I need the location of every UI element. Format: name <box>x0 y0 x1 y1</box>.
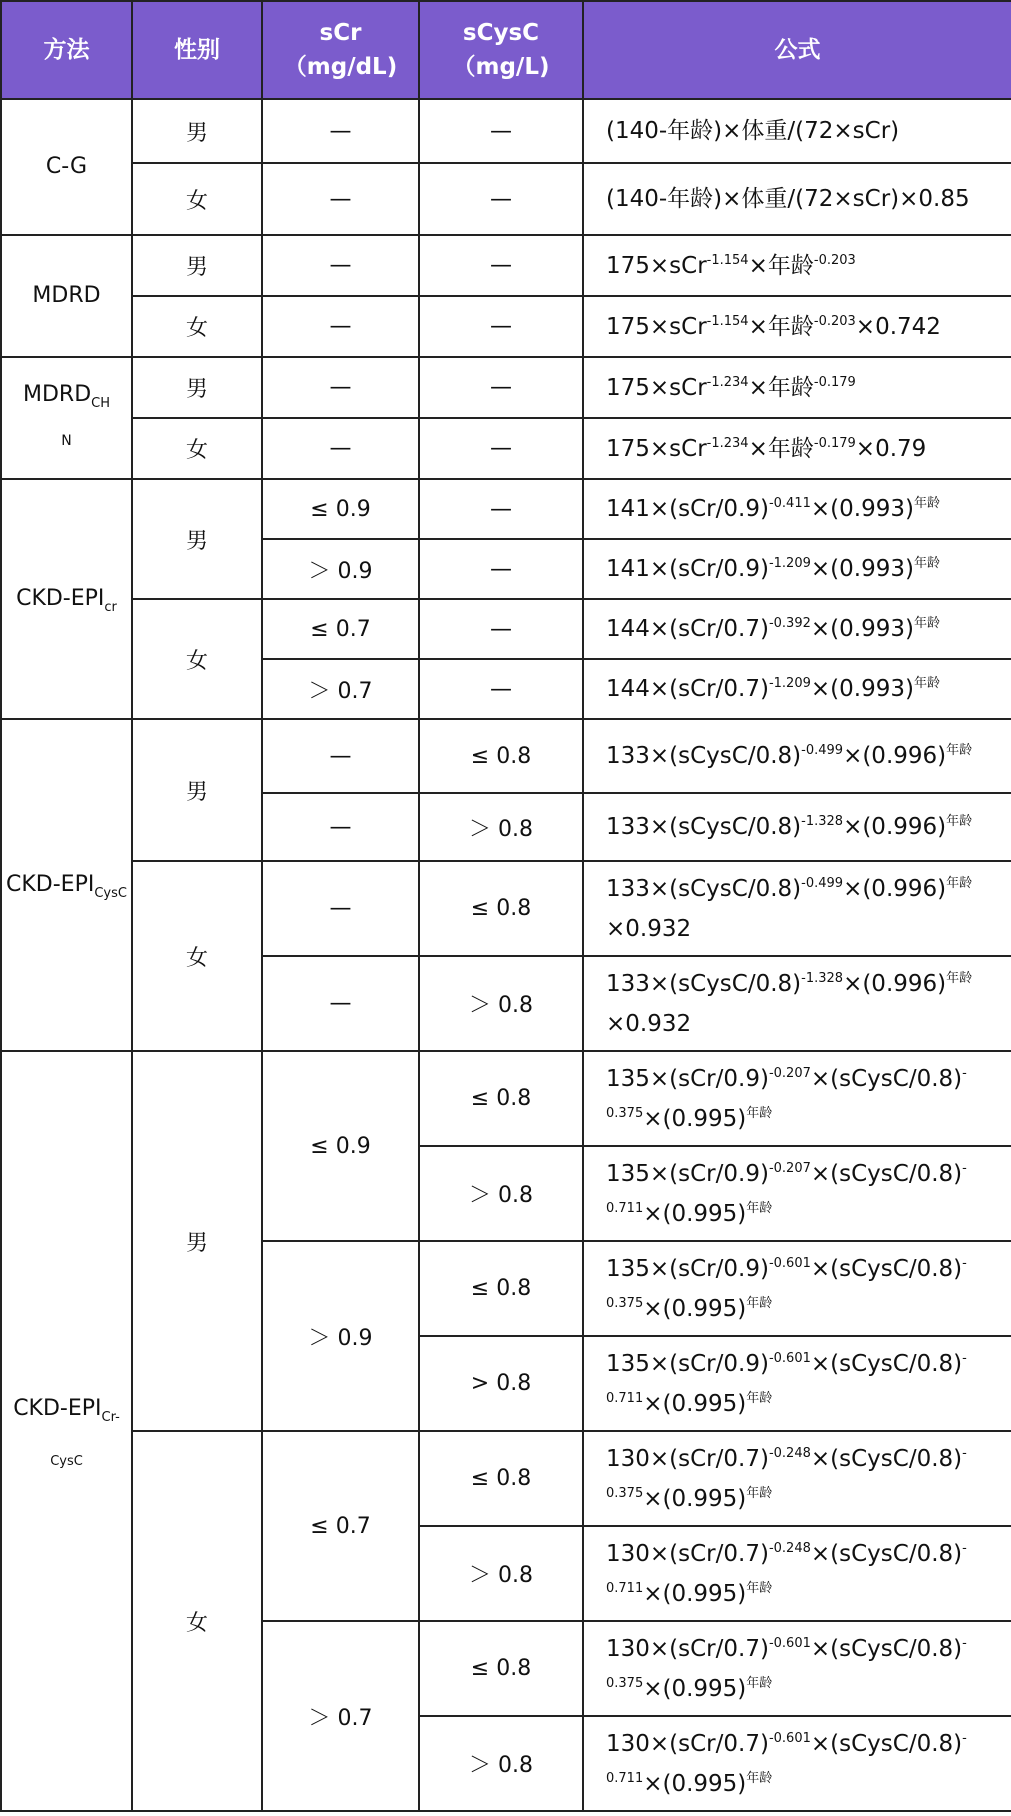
scr-cell: ＞ 0.9 <box>262 539 419 599</box>
table-row <box>1 163 1011 235</box>
method-cell-mdrd: MDRD <box>1 235 132 357</box>
method-cell-ckd-epi-cr: CKD-$EPI_{cr}$ <box>1 479 132 719</box>
scr-cell: ＞ 0.9 <box>262 1241 419 1431</box>
scysc-cell: ＞ 0.8 <box>419 956 583 1051</box>
method-cell-mdrdchn: $MDRD_{CH}$ N <box>1 357 132 479</box>
scysc-cell: ≤ 0.8 <box>419 719 583 793</box>
scysc-cell: — <box>419 296 583 357</box>
scysc-cell: ＞ 0.8 <box>419 1526 583 1621</box>
formula-cell: $135\times(sCr/0.9)^{-0.601}\times(sCysC/0.8)^-$ $^{0.375}\times(0.995)^{年龄}$ <box>583 1241 1011 1336</box>
scr-cell: ≤ 0.9 <box>262 479 419 539</box>
sex-cell: 女 <box>132 861 262 1051</box>
scr-cell: — <box>262 235 419 296</box>
formula-cell: $130\times(sCr/0.7)^{-0.248}\times(sCysC/0.8)^-$ $^{0.711}\times(0.995)^{年龄}$ <box>583 1526 1011 1621</box>
scysc-cell: ＞ 0.8 <box>419 793 583 861</box>
scr-cell: — <box>262 296 419 357</box>
table-row <box>1 296 1011 357</box>
scr-cell: — <box>262 793 419 861</box>
scysc-cell: ＞ 0.8 <box>419 1146 583 1241</box>
sex-cell: 女 <box>132 163 262 235</box>
formula-cell: $144\times(sCr/0.7)^{-1.209}\times(0.993)^{年龄}$ <box>583 659 1011 719</box>
scr-cell: ≤ 0.7 <box>262 599 419 659</box>
formula-cell: 175×sCr$^{-1.234}$×年龄$^{-0.179}$ <box>583 357 1011 418</box>
table-row <box>1 479 1011 539</box>
scr-cell: — <box>262 861 419 956</box>
table-row <box>1 99 1011 163</box>
scr-cell: ≤ 0.7 <box>262 1431 419 1621</box>
method-header: 方法 <box>1 1 132 99</box>
formula-cell: $133\times(sCysC/0.8)^{-1.328}\times(0.996)^{年龄}$ ×0.932 <box>583 956 1011 1051</box>
table-row <box>1 599 1011 659</box>
formula-cell: $141\times(sCr/0.9)^{-1.209}\times(0.993)^{年龄}$ <box>583 539 1011 599</box>
scysc-cell: — <box>419 539 583 599</box>
table-row <box>1 861 1011 956</box>
scysc-cell: ≤ 0.8 <box>419 1621 583 1716</box>
scysc-cell: ≤ 0.8 <box>419 1431 583 1526</box>
scr-cell: — <box>262 99 419 163</box>
table-row <box>1 235 1011 296</box>
formula-cell: 175×sCr$^{-1.234}$×年龄$^{-0.179}$×0.79 <box>583 418 1011 479</box>
formula-header: 公式 <box>583 1 1011 99</box>
scr-cell: ＞ 0.7 <box>262 1621 419 1811</box>
scr-header: sCr （mg/dL) <box>262 1 419 99</box>
scr-cell: — <box>262 163 419 235</box>
formula-cell: $135\times(sCr/0.9)^{-0.601}\times(sCysC/0.8)^-$ $^{0.711}\times(0.995)^{年龄}$ <box>583 1336 1011 1431</box>
scr-cell: — <box>262 418 419 479</box>
sex-cell: 女 <box>132 599 262 719</box>
table-row <box>1 1431 1011 1526</box>
scr-cell: ≤ 0.9 <box>262 1051 419 1241</box>
scysc-cell: — <box>419 659 583 719</box>
scysc-header: sCysC （mg/L) <box>419 1 583 99</box>
sex-cell: 男 <box>132 479 262 599</box>
scysc-cell: ≤ 0.8 <box>419 861 583 956</box>
scysc-cell: — <box>419 235 583 296</box>
method-cell-ckd-epi-cr-cysc: CKD-$EPI_{Cr-CysC}$ <box>1 1051 132 1811</box>
formula-cell: $135\times(sCr/0.9)^{-0.207}\times(sCysC/0.8)^-$ $^{0.711}\times(0.995)^{年龄}$ <box>583 1146 1011 1241</box>
formula-cell: $135\times(sCr/0.9)^{-0.207}\times(sCysC/0.8)^-$ $^{0.375}\times(0.995)^{年龄}$ <box>583 1051 1011 1146</box>
sex-cell: 男 <box>132 1051 262 1431</box>
formula-cell: $144\times(sCr/0.7)^{-0.392}\times(0.993)^{年龄}$ <box>583 599 1011 659</box>
formula-cell: $133\times(sCysC/0.8)^{-1.328}\times(0.996)^{年龄}$ <box>583 793 1011 861</box>
scysc-cell: ＞ 0.8 <box>419 1716 583 1811</box>
formula-cell: $133\times(sCysC/0.8)^{-0.499}\times(0.996)^{年龄}$ <box>583 719 1011 793</box>
sex-header: 性别 <box>132 1 262 99</box>
formula-cell: $141\times(sCr/0.9)^{-0.411}\times(0.993)^{年龄}$ <box>583 479 1011 539</box>
scr-cell: — <box>262 719 419 793</box>
scysc-cell: — <box>419 479 583 539</box>
sex-cell: 男 <box>132 357 262 418</box>
sex-cell: 女 <box>132 296 262 357</box>
sex-cell: 男 <box>132 719 262 861</box>
scysc-cell: — <box>419 599 583 659</box>
sex-cell: 男 <box>132 99 262 163</box>
sex-cell: 男 <box>132 235 262 296</box>
sex-cell: 女 <box>132 1431 262 1811</box>
sex-cell: 女 <box>132 418 262 479</box>
table-row <box>1 357 1011 418</box>
table-row <box>1 719 1011 793</box>
method-cell-ckd-epi-cysc: CKD-$EPI_{CysC}$ <box>1 719 132 1051</box>
scysc-cell: ≤ 0.8 <box>419 1241 583 1336</box>
formula-cell: $130\times(sCr/0.7)^{-0.248}\times(sCysC/0.8)^-$ $^{0.375}\times(0.995)^{年龄}$ <box>583 1431 1011 1526</box>
table-row <box>1 1051 1011 1146</box>
scr-cell: ＞ 0.7 <box>262 659 419 719</box>
formula-cell: $130\times(sCr/0.7)^{-0.601}\times(sCysC/0.8)^-$ $^{0.711}\times(0.995)^{年龄}$ <box>583 1716 1011 1811</box>
formula-cell: $130\times(sCr/0.7)^{-0.601}\times(sCysC/0.8)^-$ $^{0.375}\times(0.995)^{年龄}$ <box>583 1621 1011 1716</box>
formula-cell: (140-年龄)×体重/(72×sCr) <box>583 99 1011 163</box>
scysc-cell: — <box>419 357 583 418</box>
formula-cell: 175×sCr$^{-1.154}$×年龄$^{-0.203}$ <box>583 235 1011 296</box>
header-row <box>1 1 1011 99</box>
scysc-cell: ≤ 0.8 <box>419 1051 583 1146</box>
scysc-cell: — <box>419 418 583 479</box>
formula-cell: $133\times(sCysC/0.8)^{-0.499}\times(0.996)^{年龄}$ ×0.932 <box>583 861 1011 956</box>
scysc-cell: — <box>419 163 583 235</box>
scysc-cell: — <box>419 99 583 163</box>
formula-cell: 175×sCr$^{-1.154}$×年龄$^{-0.203}$×0.742 <box>583 296 1011 357</box>
formula-cell: (140-年龄)×体重/(72×sCr)×0.85 <box>583 163 1011 235</box>
scr-cell: — <box>262 357 419 418</box>
scysc-cell: > 0.8 <box>419 1336 583 1431</box>
scr-cell: — <box>262 956 419 1051</box>
method-cell-cg: C-G <box>1 99 132 235</box>
table-row <box>1 418 1011 479</box>
